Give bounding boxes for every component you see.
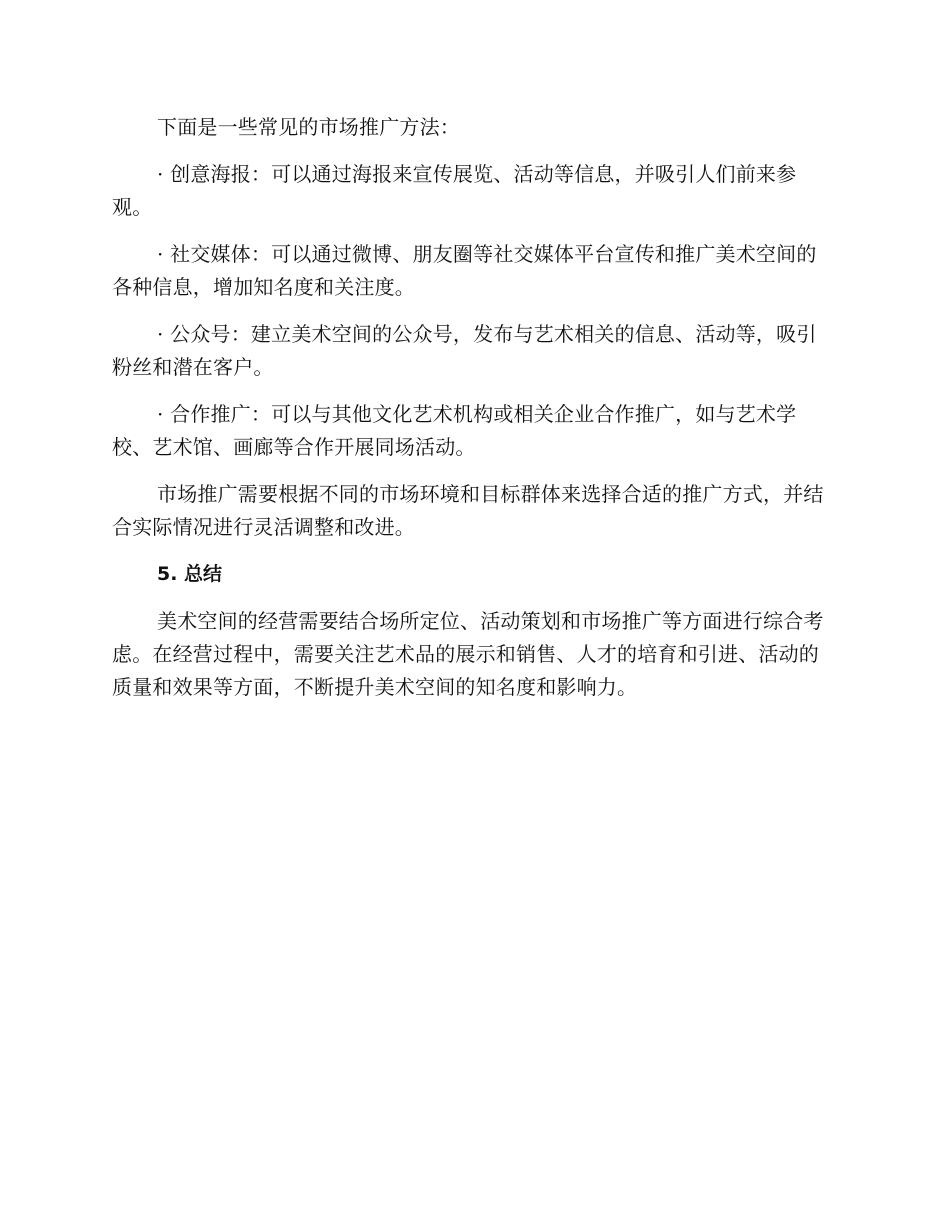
bullet-official-account: · 公众号：建立美术空间的公众号，发布与艺术相关的信息、活动等，吸引粉丝和潜在客户。: [112, 322, 817, 379]
conclusion-paragraph: 美术空间的经营需要结合场所定位、活动策划和市场推广等方面进行综合考虑。在经营过程中，需要关注艺术品的展示和销售、人才的培育和引进、活动的质量和效果等方面，不断提升美术空间的知名度和影响力。: [112, 609, 824, 699]
section-heading-summary: 5. 总结: [157, 563, 223, 585]
document-body: [112, 111, 832, 704]
bullet-cooperative-promotion: · 合作推广：可以与其他文化艺术机构或相关企业合作推广，如与艺术学校、艺术馆、画廊等合作开展同场活动。: [112, 402, 797, 459]
intro-paragraph: 下面是一些常见的市场推广方法：: [157, 115, 460, 139]
bullet-creative-poster: · 创意海报：可以通过海报来宣传展览、活动等信息，并吸引人们前来参观。: [112, 162, 797, 219]
bullet-social-media: · 社交媒体：可以通过微博、朋友圈等社交媒体平台宣传和推广美术空间的各种信息，增加知名度和关注度。: [112, 242, 817, 299]
promotion-summary-paragraph: 市场推广需要根据不同的市场环境和目标群体来选择合适的推广方式，并结合实际情况进行灵活调整和改进。: [112, 482, 824, 539]
